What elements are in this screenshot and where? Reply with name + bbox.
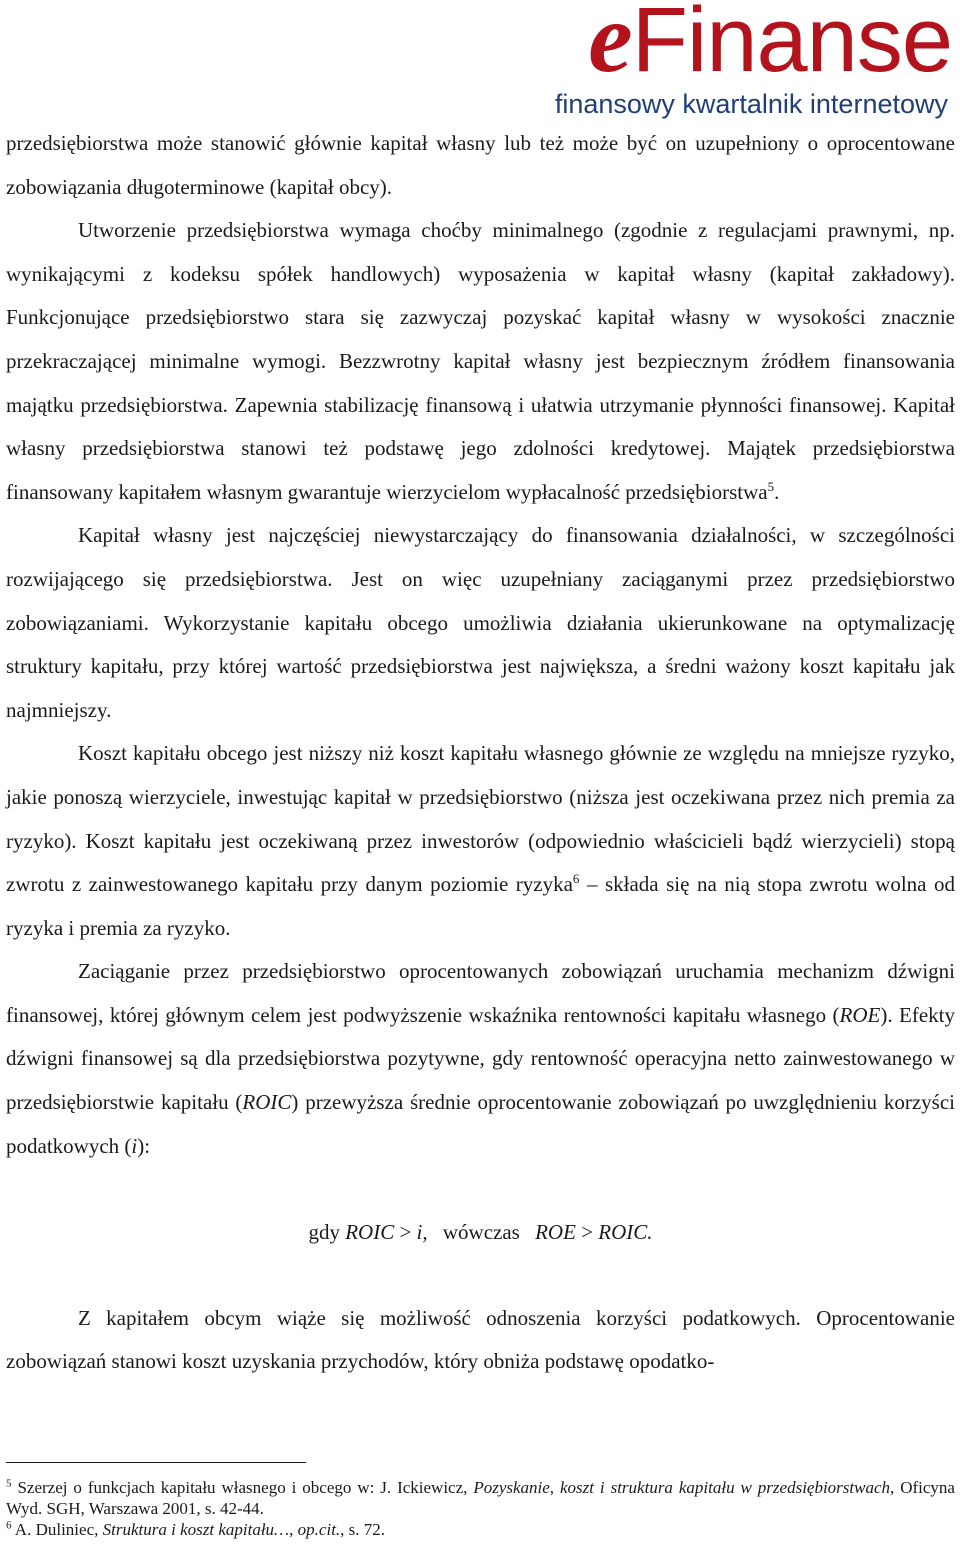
formula-wowczas: wówczas [442,1220,520,1245]
efinanse-logo [532,0,952,130]
paragraph-2-end: . [774,479,780,504]
paragraph-5-part-d: ): [137,1133,151,1158]
footnote-5-title: Pozyskanie, koszt i struktura kapitału w przedsiębiorstwach [473,1478,891,1497]
paragraph-5 [6,950,955,1168]
i-term: i [131,1133,138,1158]
footnote-ref-5[interactable]: 5 [767,478,775,494]
formula-i: i, [416,1220,428,1245]
footnote-5-number: 5 [6,1477,12,1490]
footnote-6-number: 6 [6,1519,12,1532]
paragraph-5-part-b: ). Efekty dźwigni finansowej są dla przedsiębiorstwa pozytywne, gdy rentowność operacyjna netto zainwestowanego w przedsiębiorstwie kapitału ( [6,1002,955,1115]
footnote-5-text-b: , Oficyna Wyd. SGH, Warszawa 2001, s. 42-44. [6,1478,955,1518]
footnote-6-opcit: op.cit. [297,1520,341,1539]
logo-subtitle: finansowy kwartalnik internetowy [554,89,948,119]
footnote-6-text-b: , [289,1520,298,1539]
paragraph-5-part-c: ) przewyższa średnie oprocentowanie zobowiązań po uwzględnieniu korzyści podatkowych ( [6,1090,955,1158]
paragraph-2-text: Utworzenie przedsiębiorstwa wymaga choćby minimalnego (zgodnie z regulacjami prawnymi, np. wynikającymi z kodeksu spółek handlowych) wyposażenia w kapitał własny (kapitał zakładowy). Funkcjonujące przedsiębiorstwo stara się zazwyczaj pozyskać kapitał własny w wysokości znacznie przekraczającej minimalne wymogi. Bezzwrotny kapitał własny jest bezpiecznym źródłem finansowania majątku przedsiębiorstwa. Zapewnia stabilizację finansową i ułatwia utrzymanie płynności finansowej. Kapitał własny przedsiębiorstwa stanowi też podstawę jego zdolności kredytowej. Majątek przedsiębiorstwa finansowany kapitałem własnym gwarantuje wierzycielom wypłacalność przedsiębiorstwa [6,218,955,504]
paragraph-6 [6,1297,955,1384]
footnote-6-title: Struktura i koszt kapitału… [102,1520,290,1539]
logo-wordmark [588,0,952,93]
paragraph-4-text: Koszt kapitału obcego jest niższy niż koszt kapitału własnego głównie ze względu na mniejsze ryzyko, jakie ponoszą wierzyciele, inwestując kapitał w przedsiębiorstwo (niższa jest oczekiwana przez nich premia za ryzyko). Koszt kapitału jest oczekiwaną przez inwestorów (odpowiednio właścicieli bądź wierzycieli) stopą zwrotu z zainwestowanego kapitału przy danym poziomie ryzyka [6,741,955,897]
formula-roic-2: ROIC. [598,1220,653,1245]
paragraph-2 [6,209,955,514]
formula-gt-1: > [399,1220,412,1245]
footnote-6-text-a: A. Duliniec, [11,1520,103,1539]
paragraph-4 [6,732,955,950]
paragraph-4-end: – składa się na nią stopa zwrotu wolna od ryzyka i premia za ryzyko. [6,872,955,940]
footnotes [6,1462,955,1540]
document-body [6,122,955,1384]
formula-gdy: gdy [308,1220,340,1245]
footnote-6-text-c: , s. 72. [340,1520,386,1539]
footnote-ref-6[interactable]: 6 [572,871,580,887]
roe-term: ROE [839,1002,881,1027]
footnote-5-text-a: Szerzej o funkcjach kapitału własnego i obcego w: J. Ickiewicz, [11,1478,474,1497]
formula [6,1211,955,1255]
footnote-divider [6,1462,306,1463]
formula-gt-2: > [581,1220,594,1245]
formula-roe: ROE [535,1220,576,1245]
roic-term: ROIC [242,1090,292,1115]
paragraph-5-part-a: Zaciąganie przez przedsiębiorstwo oprocentowanych zobowiązań uruchamia mechanizm dźwigni finansowej, której głównym celem jest podwyższenie wskaźnika rentowności kapitału własnego ( [6,959,955,1027]
paragraph-3-text: Kapitał własny jest najczęściej niewystarczający do finansowania działalności, w szczególności rozwijającego się przedsiębiorstwa. Jest on więc uzupełniany zaciąganymi przez przedsiębiorstwo zobowiązaniami. Wykorzystanie kapitału obcego umożliwia działania ukierunkowane na optymalizację struktury kapitału, przy której wartość przedsiębiorstwa jest największa, a średni ważony koszt kapitału jak najmniejszy. [6,523,955,722]
logo-finanse-text: Finanse [631,0,952,91]
paragraph-6-text: Z kapitałem obcym wiąże się możliwość odnoszenia korzyści podatkowych. Oprocentowanie zobowiązań stanowi koszt uzyskania przychodów, który obniża podstawę opodatko- [6,1305,955,1374]
footnote-5 [6,1477,955,1519]
footnote-6 [6,1519,955,1540]
paragraph-1-text: przedsiębiorstwa może stanowić głównie kapitał własny lub też może być on uzupełniony o oprocentowane zobowiązania długoterminowe (kapitał obcy). [6,131,955,199]
formula-roic: ROIC [345,1220,395,1245]
paragraph-3 [6,514,955,732]
logo-e-letter: e [588,0,632,93]
paragraph-1 [6,122,955,209]
